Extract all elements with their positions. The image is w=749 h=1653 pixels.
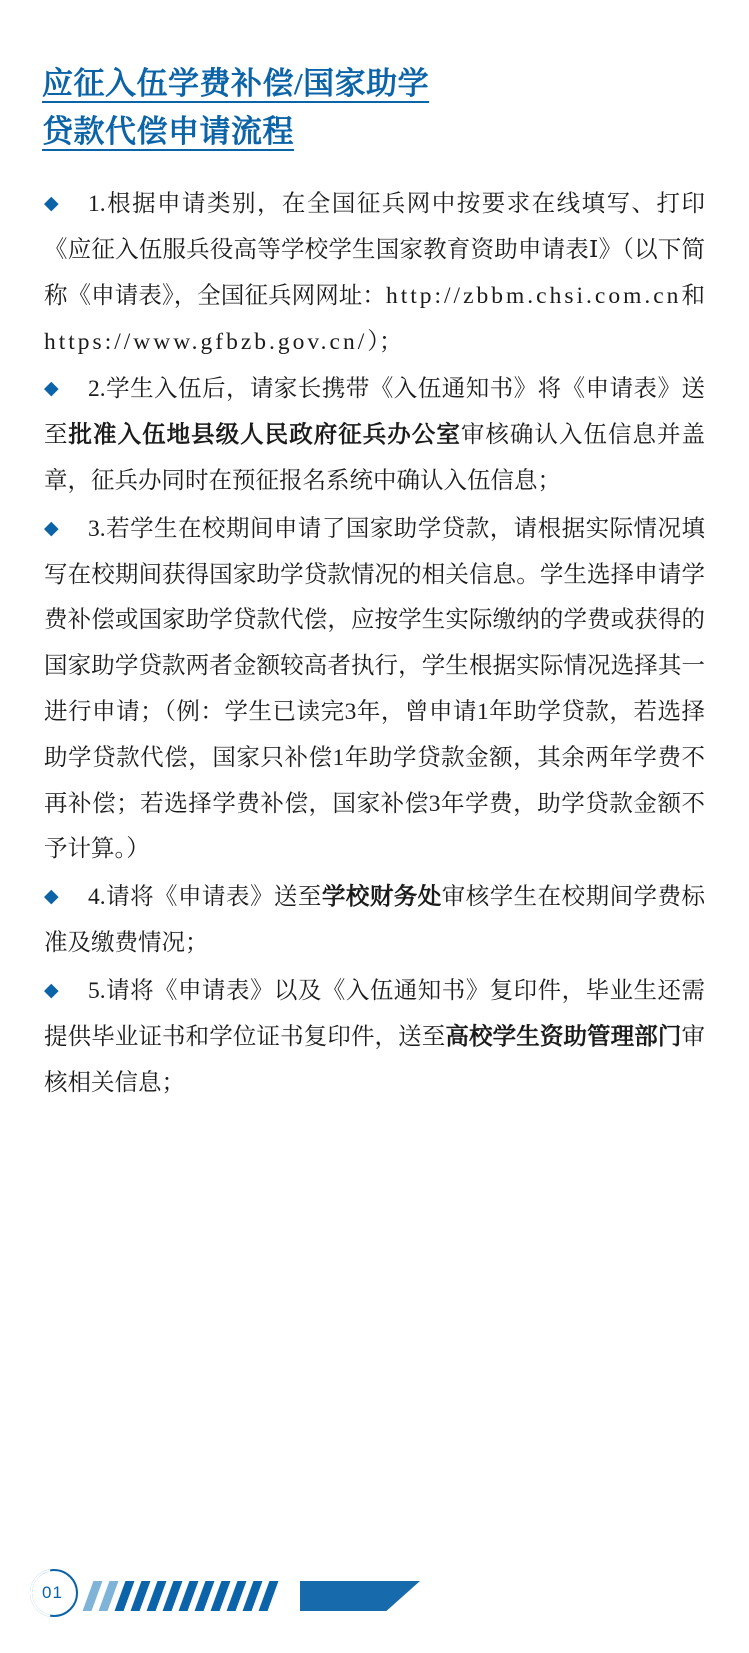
diamond-bullet-icon: ◆ [44, 979, 59, 1001]
paragraph-3 [44, 507, 705, 874]
body-text: 1.根据申请类别，在全国征兵网中按要求在线填写、打印《应征入伍服兵役高等学校学生国家教育资助申请表Ⅰ》（以下简称《申请表》，全国征兵网网址： [44, 191, 705, 309]
body-text: 5.请将《申请表》以及《入伍通知书》复印件，毕业生还需提供毕业证书和学位证书复印件，送至 [44, 977, 705, 1050]
diamond-bullet-icon: ◆ [44, 378, 59, 400]
paragraph-marker-1 [44, 182, 88, 228]
paragraph-text-5 [44, 978, 705, 1096]
paragraph-text-4 [44, 884, 705, 956]
emphasis-text: 高校学生资助管理部门 [445, 1023, 682, 1050]
body-text: 3.若学生在校期间申请了国家助学贷款，请根据实际情况填写在校期间获得国家助学贷款情况的相关信息。学生选择申请学费补偿或国家助学贷款代偿，应按学生实际缴纳的学费或获得的国家助学贷款两者金额较高者执行，学生根据实际情况选择其一进行申请；（例：学生已读完3年，曾申请1年助学贷款，若选择助学贷款代偿，国家只补偿1年助学贷款金额，其余两年学费不再补偿；若选择学费补偿，国家补偿3年学费，助学贷款金额不予计算。） [44, 515, 705, 863]
document-body [40, 182, 709, 1106]
page-title-line-1: 应征入伍学费补偿/国家助学 [42, 66, 430, 101]
url-text: https://www.gfbzb.gov.cn/ [44, 328, 368, 355]
paragraph-4 [44, 875, 705, 967]
paragraph-text-1 [44, 191, 705, 354]
footer-bar [259, 1581, 279, 1611]
page-title-line-2: 贷款代偿申请流程 [42, 114, 294, 150]
body-text: 审核相关信息； [44, 1023, 706, 1096]
paragraph-text-3 [44, 516, 705, 863]
body-text: 4.请将《申请表》送至 [88, 884, 322, 911]
paragraph-2 [44, 367, 705, 504]
body-text: 审核学生在校期间学费标准及缴费情况； [44, 884, 705, 957]
page-footer [0, 1555, 749, 1625]
page-number: 01 [42, 1583, 63, 1602]
paragraph-5 [44, 969, 705, 1106]
paragraph-marker-5 [44, 969, 88, 1015]
paragraph-marker-2 [44, 367, 88, 413]
body-text: 2.学生入伍后，请家长携带《入伍通知书》将《申请表》送至 [44, 376, 705, 449]
paragraph-marker-3 [44, 507, 88, 553]
url-text: http://zbbm.chsi.com.cn [385, 282, 682, 309]
footer-decoration-bars [88, 1581, 308, 1611]
paragraph-text-2 [44, 376, 705, 494]
diamond-bullet-icon: ◆ [44, 193, 59, 215]
paragraph-1 [44, 182, 705, 365]
body-text: ）； [367, 328, 403, 355]
body-text: 和 [681, 282, 706, 309]
diamond-bullet-icon: ◆ [44, 886, 59, 908]
diamond-bullet-icon: ◆ [44, 517, 59, 539]
paragraph-marker-4 [44, 875, 88, 921]
emphasis-text: 学校财务处 [321, 884, 442, 911]
body-text: 审核确认入伍信息并盖章，征兵办同时在预征报名系统中确认入伍信息； [44, 422, 706, 494]
footer-decoration-tail [300, 1581, 420, 1611]
emphasis-text: 批准入伍地县级人民政府征兵办公室 [68, 422, 461, 449]
page-title [40, 60, 709, 156]
